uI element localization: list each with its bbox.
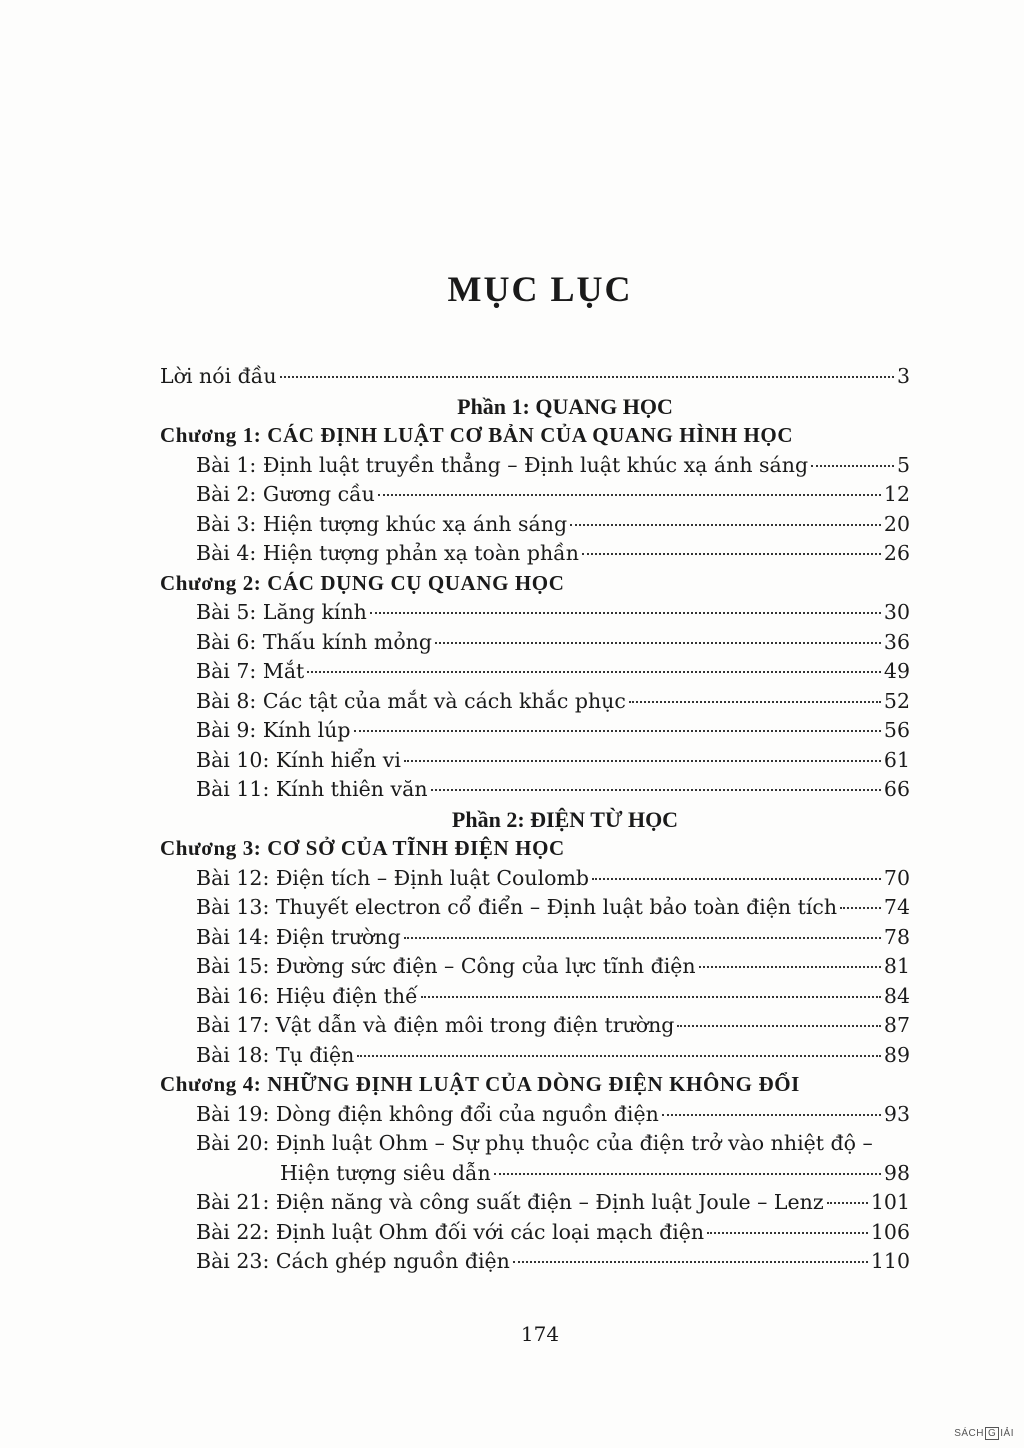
entry-label: Bài 6: Thấu kính mỏng — [196, 629, 432, 654]
lesson-entry — [160, 687, 910, 717]
dot-leader — [435, 642, 881, 644]
dot-leader — [707, 1232, 868, 1234]
entry-label: Bài 11: Kính thiên văn — [196, 777, 428, 801]
entry-label: Chương 1: CÁC ĐỊNH LUẬT CƠ BẢN CỦA QUANG HÌNH HỌC — [160, 423, 794, 447]
dot-leader — [582, 553, 881, 555]
lesson-entry — [160, 775, 910, 805]
entry-label: Bài 13: Thuyết electron cổ điển – Định luật bảo toàn điện tích — [196, 895, 838, 919]
page-title: MỤC LỤC — [447, 269, 633, 309]
entry-label: Lời nói đầu — [160, 364, 277, 388]
lesson-entry — [160, 1129, 910, 1159]
entry-label: Bài 16: Hiệu điện thế — [196, 983, 418, 1008]
entry-page-number: 5 — [896, 452, 910, 477]
entry-label: Bài 15: Đường sức điện – Công của lực tĩnh điện — [196, 954, 696, 978]
entry-page-number: 93 — [883, 1101, 910, 1126]
entry-page-number: 81 — [883, 954, 910, 978]
lesson-entry — [160, 1011, 910, 1041]
dot-leader — [307, 671, 881, 673]
entry-page-number: 20 — [883, 511, 910, 536]
lesson-entry — [160, 893, 910, 923]
entry-page-number: 66 — [883, 777, 910, 801]
entry-page-number: 12 — [883, 482, 910, 506]
front-matter-entry — [160, 362, 910, 392]
entry-page-number: 3 — [896, 364, 910, 388]
dot-leader — [354, 730, 881, 732]
dot-leader — [404, 937, 881, 939]
entry-label: Bài 21: Điện năng và công suất điện – Định luật Joule – Lenz — [196, 1190, 824, 1214]
watermark-text-right: IẢI — [1000, 1428, 1014, 1439]
page-number: 174 — [520, 1322, 560, 1346]
entry-page-number: 70 — [883, 865, 910, 890]
entry-label: Bài 23: Cách ghép nguồn điện — [196, 1249, 510, 1273]
entry-page-number: 61 — [883, 747, 910, 772]
dot-leader — [421, 996, 881, 998]
publisher-watermark — [954, 1427, 1014, 1440]
dot-leader — [494, 1173, 881, 1175]
entry-page-number: 84 — [883, 983, 910, 1008]
lesson-entry — [160, 451, 910, 481]
lesson-entry — [160, 539, 910, 569]
lesson-entry — [160, 1188, 910, 1218]
lesson-entry — [160, 628, 910, 658]
entry-page-number: 30 — [883, 600, 910, 624]
dot-leader — [677, 1025, 880, 1027]
entry-page-number: 89 — [883, 1042, 910, 1067]
dot-leader — [431, 789, 881, 791]
dot-leader — [280, 376, 894, 378]
entry-label: Bài 20: Định luật Ohm – Sự phụ thuộc của điện trở vào nhiệt độ – — [196, 1131, 873, 1155]
lesson-entry — [160, 1218, 910, 1248]
table-of-contents — [160, 362, 910, 1277]
entry-page-number: 101 — [870, 1190, 910, 1214]
dot-leader — [378, 494, 881, 496]
lesson-entry — [160, 657, 910, 687]
dot-leader — [662, 1114, 881, 1116]
entry-page-number: 87 — [883, 1013, 910, 1037]
entry-label: Chương 2: CÁC DỤNG CỤ QUANG HỌC — [160, 570, 565, 595]
entry-page-number: 52 — [883, 688, 910, 713]
lesson-entry-continuation — [160, 1159, 910, 1189]
entry-label: Bài 12: Điện tích – Định luật Coulomb — [196, 865, 590, 890]
entry-label: Bài 17: Vật dẫn và điện môi trong điện trường — [196, 1013, 675, 1037]
entry-page-number: 36 — [883, 629, 910, 654]
entry-label: Bài 4: Hiện tượng phản xạ toàn phần — [196, 541, 579, 565]
lesson-entry — [160, 598, 910, 628]
entry-page-number: 106 — [870, 1219, 910, 1244]
entry-page-number: 98 — [883, 1160, 910, 1185]
entry-label: Bài 19: Dòng điện không đổi của nguồn điện — [196, 1101, 659, 1126]
watermark-boxed-letter: G — [985, 1427, 999, 1440]
dot-leader — [699, 966, 881, 968]
lesson-entry — [160, 923, 910, 953]
entry-label: Bài 14: Điện trường — [196, 924, 401, 949]
lesson-entry — [160, 1100, 910, 1130]
part-heading — [160, 805, 910, 835]
entry-label: Chương 3: CƠ SỞ CỦA TĨNH ĐIỆN HỌC — [160, 836, 565, 860]
dot-leader — [811, 465, 894, 467]
entry-label: Bài 5: Lăng kính — [196, 600, 367, 624]
entry-page-number: 78 — [883, 924, 910, 949]
lesson-entry — [160, 480, 910, 510]
entry-label: Bài 8: Các tật của mắt và cách khắc phục — [196, 688, 626, 713]
chapter-heading — [160, 421, 910, 451]
lesson-entry — [160, 510, 910, 540]
dot-leader — [357, 1055, 881, 1057]
entry-label: Bài 10: Kính hiển vi — [196, 747, 401, 772]
entry-page-number: 49 — [883, 659, 910, 683]
entry-label: Phần 2: ĐIỆN TỪ HỌC — [451, 806, 679, 832]
entry-label: Hiện tượng siêu dẫn — [280, 1160, 491, 1185]
lesson-entry — [160, 1247, 910, 1277]
dot-leader — [592, 878, 881, 880]
lesson-entry — [160, 1041, 910, 1071]
part-heading — [160, 392, 910, 422]
entry-label: Bài 1: Định luật truyền thẳng – Định luật khúc xạ ánh sáng — [196, 452, 809, 477]
chapter-heading — [160, 569, 910, 599]
dot-leader — [840, 907, 881, 909]
watermark-text-left: SÁCH — [954, 1428, 984, 1439]
chapter-heading — [160, 1070, 910, 1100]
lesson-entry — [160, 746, 910, 776]
entry-label: Phần 1: QUANG HỌC — [457, 393, 673, 419]
entry-label: Bài 9: Kính lúp — [196, 718, 351, 742]
dot-leader — [513, 1261, 868, 1263]
entry-page-number: 110 — [870, 1249, 910, 1273]
entry-label: Bài 22: Định luật Ohm đối với các loại mạch điện — [196, 1219, 705, 1244]
entry-label: Bài 18: Tụ điện — [196, 1042, 355, 1067]
chapter-heading — [160, 834, 910, 864]
dot-leader — [570, 524, 881, 526]
entry-page-number: 74 — [883, 895, 910, 919]
entry-label: Chương 4: NHỮNG ĐỊNH LUẬT CỦA DÒNG ĐIỆN KHÔNG ĐỔI — [160, 1072, 800, 1096]
dot-leader — [827, 1202, 868, 1204]
lesson-entry — [160, 982, 910, 1012]
entry-page-number: 26 — [883, 541, 910, 565]
lesson-entry — [160, 864, 910, 894]
entry-label: Bài 2: Gương cầu — [196, 482, 375, 506]
dot-leader — [629, 701, 881, 703]
dot-leader — [370, 612, 881, 614]
entry-page-number: 56 — [883, 718, 910, 742]
entry-label: Bài 7: Mắt — [196, 659, 305, 683]
lesson-entry — [160, 952, 910, 982]
dot-leader — [404, 760, 881, 762]
lesson-entry — [160, 716, 910, 746]
entry-label: Bài 3: Hiện tượng khúc xạ ánh sáng — [196, 511, 568, 536]
